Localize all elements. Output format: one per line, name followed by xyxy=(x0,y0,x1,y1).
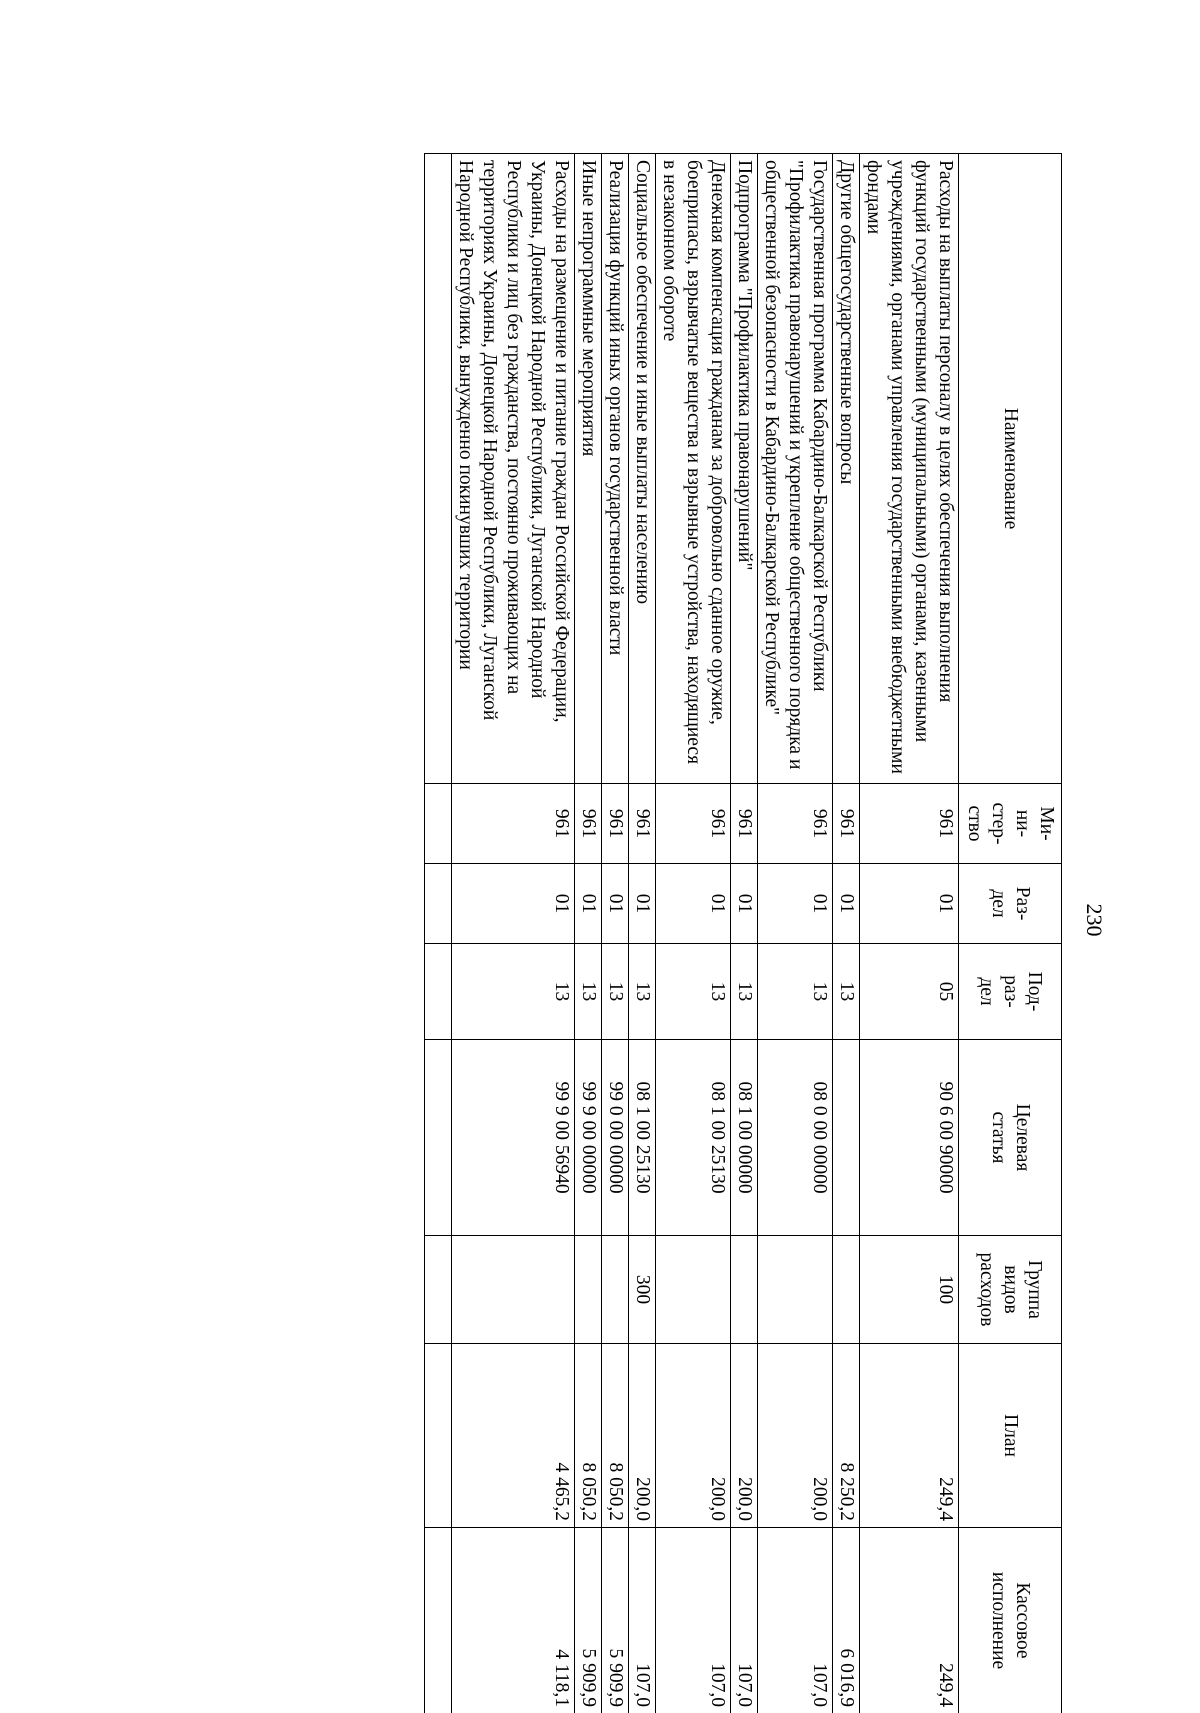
row-name: Реализация функций иных органов государственной власти xyxy=(602,154,629,784)
row-section: 01 xyxy=(833,864,860,944)
header-row xyxy=(959,154,1062,1713)
row-section: 01 xyxy=(629,864,656,944)
row-target: 08 1 00 00000 xyxy=(731,1040,758,1236)
row-target: 08 0 00 00000 xyxy=(758,1040,833,1236)
table-row xyxy=(629,154,656,1713)
row-execution: 4 118,1 xyxy=(452,1528,575,1713)
header-plan: План xyxy=(959,1344,1062,1528)
budget-table-container xyxy=(144,153,1062,1713)
row-ministry: 961 xyxy=(629,784,656,864)
header-target: Целевая статья xyxy=(959,1040,1062,1236)
row-plan: 249,4 xyxy=(860,1344,959,1528)
table-row xyxy=(860,154,959,1713)
header-ministry: Ми- ни- стер- ство xyxy=(959,784,1062,864)
row-ministry: 961 xyxy=(833,784,860,864)
row-target: 90 6 00 90000 xyxy=(860,1040,959,1236)
row-section: 01 xyxy=(731,864,758,944)
header-subsection: Под- раз- дел xyxy=(959,944,1062,1040)
row-ministry: 961 xyxy=(575,784,602,864)
row-section: 01 xyxy=(602,864,629,944)
rotated-table-frame xyxy=(144,153,1062,1713)
row-group xyxy=(833,1236,860,1344)
row-target: 08 1 00 25130 xyxy=(656,1040,731,1236)
row-ministry: 961 xyxy=(602,784,629,864)
row-ministry: 961 xyxy=(860,784,959,864)
row-ministry: 961 xyxy=(656,784,731,864)
row-execution: 5 909,9 xyxy=(602,1528,629,1713)
row-execution: 5 909,9 xyxy=(575,1528,602,1713)
row-execution: 107,0 xyxy=(656,1528,731,1713)
row-group: 100 xyxy=(860,1236,959,1344)
row-ministry: 961 xyxy=(452,784,575,864)
row-subsection: 13 xyxy=(758,944,833,1040)
row-subsection: 13 xyxy=(731,944,758,1040)
row-target: 99 0 00 00000 xyxy=(602,1040,629,1236)
row-section: 01 xyxy=(656,864,731,944)
row-subsection: 13 xyxy=(629,944,656,1040)
row-execution: 107,0 xyxy=(731,1528,758,1713)
row-target: 99 9 00 56940 xyxy=(452,1040,575,1236)
row-name: Государственная программа Кабардино-Балкарской Республики "Профилактика правонарушений и укрепление общественного порядка и общественной безопасности в Кабардино-Балкарской Республике" xyxy=(758,154,833,784)
header-group: Группа видов расходов xyxy=(959,1236,1062,1344)
header-name: Наименование xyxy=(959,154,1062,784)
row-name: Расходы на выплаты персоналу в целях обеспечения выполнения функций государственными (муниципальными) органами, казенными учреждениями, органами управления государственными внебюджетными фондами xyxy=(860,154,959,784)
row-ministry: 961 xyxy=(758,784,833,864)
row-name: Социальное обеспечение и иные выплаты населению xyxy=(629,154,656,784)
row-name: Иные непрограммные мероприятия xyxy=(575,154,602,784)
row-plan: 8 050,2 xyxy=(575,1344,602,1528)
row-subsection: 05 xyxy=(860,944,959,1040)
table-row xyxy=(452,154,575,1713)
row-section: 01 xyxy=(452,864,575,944)
row-execution: 107,0 xyxy=(758,1528,833,1713)
table-row-continuation xyxy=(425,154,452,1713)
row-group xyxy=(452,1236,575,1344)
table-row xyxy=(656,154,731,1713)
table-row xyxy=(758,154,833,1713)
row-section: 01 xyxy=(860,864,959,944)
header-execution: Кассовое исполнение xyxy=(959,1528,1062,1713)
row-group xyxy=(602,1236,629,1344)
row-name: Другие общегосударственные вопросы xyxy=(833,154,860,784)
row-target: 99 9 00 00000 xyxy=(575,1040,602,1236)
row-subsection: 13 xyxy=(833,944,860,1040)
row-plan: 200,0 xyxy=(758,1344,833,1528)
row-name: Денежная компенсация гражданам за добровольно сданное оружие, боеприпасы, взрывчатые вещества и взрывные устройства, находящиеся в незаконном обороте xyxy=(656,154,731,784)
row-group: 300 xyxy=(629,1236,656,1344)
page-number: 230 xyxy=(1081,904,1107,937)
row-group xyxy=(575,1236,602,1344)
row-target xyxy=(833,1040,860,1236)
row-execution: 6 016,9 xyxy=(833,1528,860,1713)
row-plan: 4 465,2 xyxy=(452,1344,575,1528)
row-subsection: 13 xyxy=(602,944,629,1040)
row-execution: 249,4 xyxy=(860,1528,959,1713)
row-section: 01 xyxy=(575,864,602,944)
row-plan: 8 250,2 xyxy=(833,1344,860,1528)
table-row xyxy=(602,154,629,1713)
row-plan: 200,0 xyxy=(731,1344,758,1528)
table-row xyxy=(833,154,860,1713)
row-plan: 200,0 xyxy=(629,1344,656,1528)
row-name: Подпрограмма "Профилактика правонарушений" xyxy=(731,154,758,784)
row-section: 01 xyxy=(758,864,833,944)
row-subsection: 13 xyxy=(452,944,575,1040)
table-row xyxy=(731,154,758,1713)
row-group xyxy=(758,1236,833,1344)
row-execution: 107,0 xyxy=(629,1528,656,1713)
row-plan: 8 050,2 xyxy=(602,1344,629,1528)
row-subsection: 13 xyxy=(656,944,731,1040)
row-plan: 200,0 xyxy=(656,1344,731,1528)
row-group xyxy=(656,1236,731,1344)
header-section: Раз- дел xyxy=(959,864,1062,944)
row-ministry: 961 xyxy=(731,784,758,864)
row-group xyxy=(731,1236,758,1344)
row-subsection: 13 xyxy=(575,944,602,1040)
budget-table xyxy=(424,153,1062,1713)
row-target: 08 1 00 25130 xyxy=(629,1040,656,1236)
row-name: Расходы на размещение и питание граждан Российской Федерации, Украины, Донецкой Народной Республики, Луганской Народной Республики и лиц без гражданства, постоянно проживающих на территориях Украины, Донецкой Народной Республики, Луганской Народной Республики, вынужденно покинувших территории xyxy=(452,154,575,784)
table-row xyxy=(575,154,602,1713)
